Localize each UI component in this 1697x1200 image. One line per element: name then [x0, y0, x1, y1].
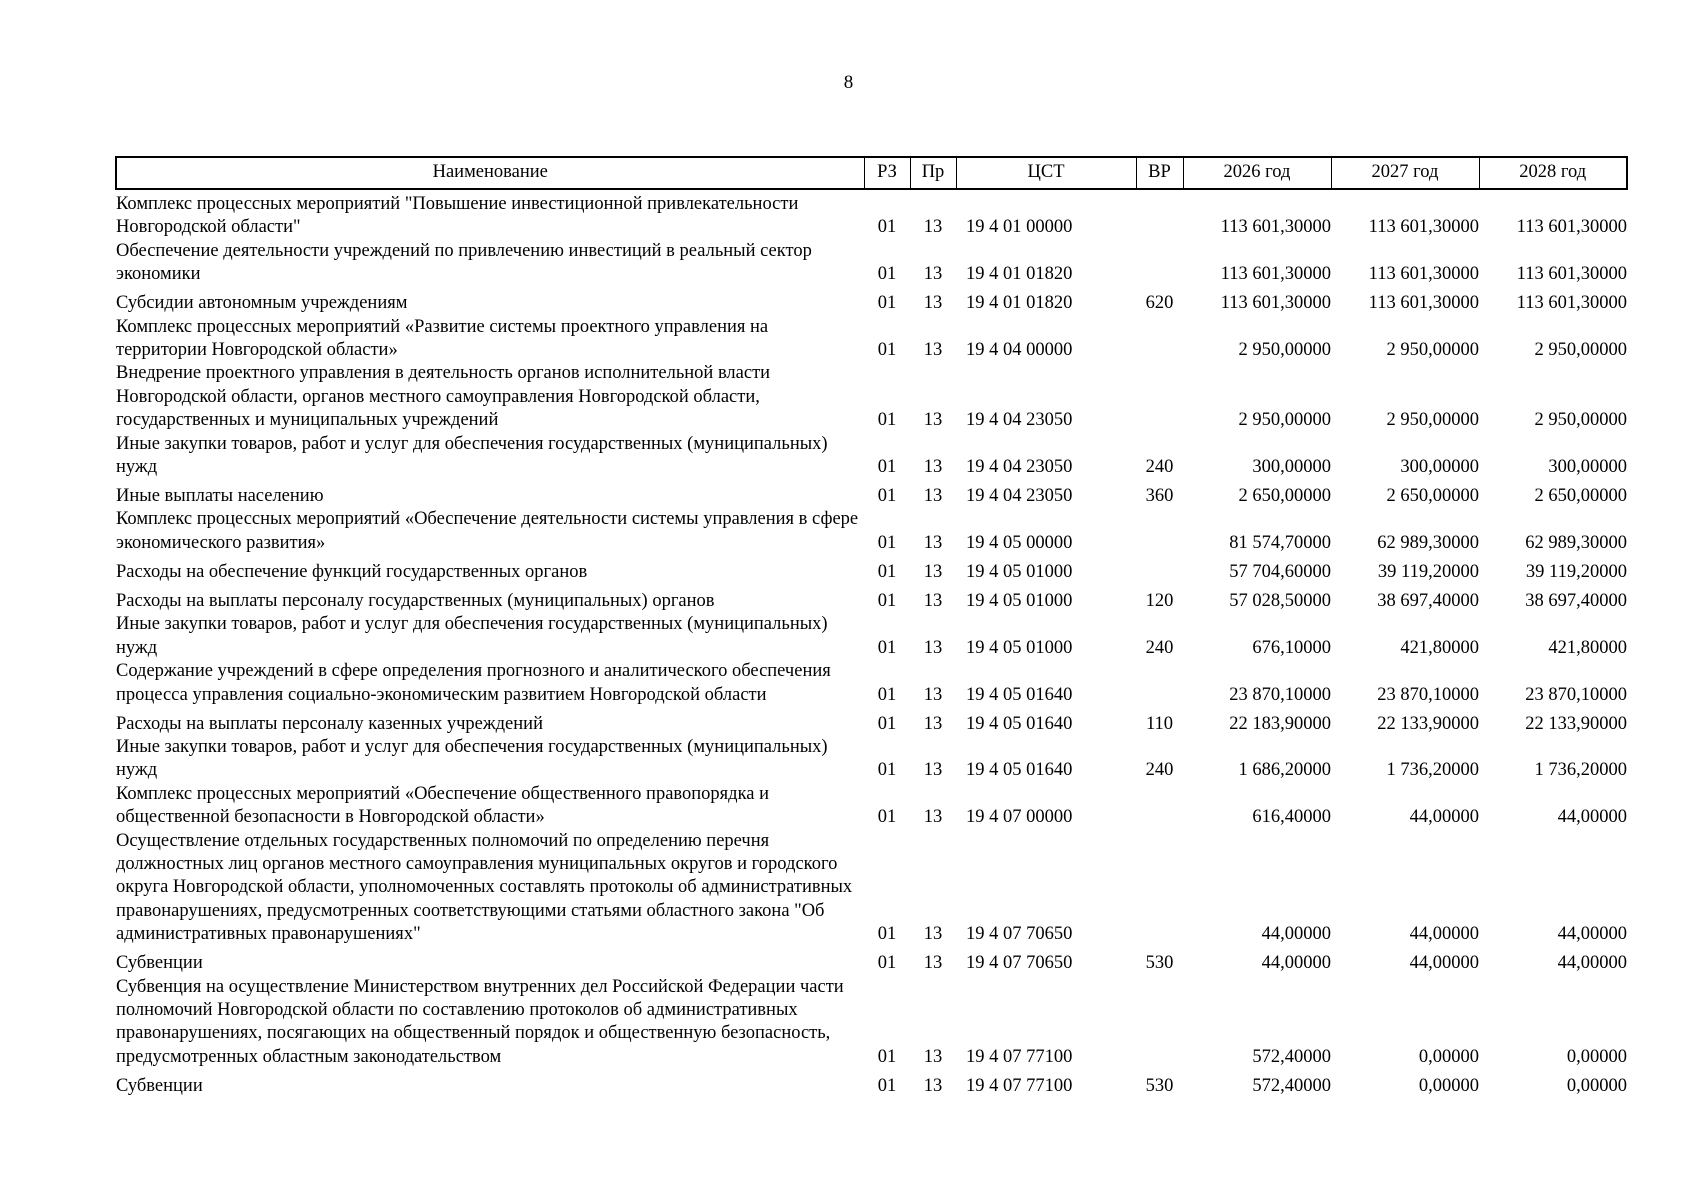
header-2027: 2027 год: [1331, 157, 1479, 189]
row-vr: 360: [1145, 486, 1174, 507]
row-2026: 616,40000: [1252, 807, 1331, 828]
row-rz: 01: [877, 340, 897, 361]
row-cst: 19 4 04 23050: [966, 486, 1073, 507]
row-vr: 240: [1145, 457, 1174, 478]
row-pr: 13: [923, 217, 943, 238]
row-pr: 13: [923, 561, 943, 582]
row-2026: 44,00000: [1261, 924, 1331, 945]
row-vr: 530: [1145, 953, 1174, 974]
row-2028: 44,00000: [1557, 807, 1627, 828]
row-2026: 22 183,90000: [1229, 713, 1331, 734]
row-rz: 01: [877, 264, 897, 285]
row-2026: 2 950,00000: [1238, 340, 1331, 361]
row-rz: 01: [877, 760, 897, 781]
header-cst: ЦСТ: [956, 157, 1136, 189]
row-vr: 240: [1145, 760, 1174, 781]
row-name: Субвенция на осуществление Министерством внутренних дел Российской Федерации части полномочий Новгородской области по составлению протоколов об административных правонарушениях, посягающих на общественный порядок и общественную безопасность, предусмотренных областным законодательством: [116, 976, 844, 1067]
row-2027: 113 601,30000: [1368, 293, 1479, 314]
row-rz: 01: [877, 637, 897, 658]
table-row: [116, 830, 1627, 947]
row-vr: [1136, 508, 1183, 555]
row-pr: 13: [923, 807, 943, 828]
row-pr: 13: [923, 590, 943, 611]
row-2027: 23 870,10000: [1377, 684, 1479, 705]
row-2026: 572,40000: [1252, 1046, 1331, 1067]
row-2026: 113 601,30000: [1220, 264, 1331, 285]
row-name: Расходы на обеспечение функций государственных органов: [116, 561, 588, 582]
row-vr: [1136, 830, 1183, 947]
row-2028: 23 870,10000: [1525, 684, 1627, 705]
row-2028: 113 601,30000: [1516, 293, 1627, 314]
row-2027: 44,00000: [1409, 924, 1479, 945]
table-row: [116, 660, 1627, 707]
row-2027: 113 601,30000: [1368, 217, 1479, 238]
table-row: [116, 189, 1627, 240]
row-2026: 2 650,00000: [1238, 486, 1331, 507]
row-name: Субвенции: [116, 953, 203, 974]
row-cst: 19 4 05 01640: [966, 684, 1073, 705]
row-name: Осуществление отдельных государственных полномочий по определению перечня должностных лиц органов местного самоуправления муниципальных округов и городского округа Новгородской области, уполномоченных составлять протоколы об административных правонарушениях, предусмотренных соответствующими статьями областного закона "Об административных правонарушениях": [116, 830, 853, 945]
row-rz: 01: [877, 713, 897, 734]
row-2027: 39 119,20000: [1377, 561, 1479, 582]
row-2026: 300,00000: [1252, 457, 1331, 478]
row-name: Иные закупки товаров, работ и услуг для обеспечения государственных (муниципальных) нужд: [116, 433, 828, 478]
row-2028: 38 697,40000: [1525, 590, 1627, 611]
row-rz: 01: [877, 561, 897, 582]
row-2028: 1 736,20000: [1534, 760, 1627, 781]
row-pr: 13: [923, 637, 943, 658]
table-row: [116, 287, 1627, 316]
row-2028: 0,00000: [1566, 1075, 1627, 1096]
row-pr: 13: [923, 293, 943, 314]
row-2026: 1 686,20000: [1238, 760, 1331, 781]
row-cst: 19 4 01 01820: [966, 264, 1073, 285]
row-2027: 300,00000: [1400, 457, 1479, 478]
row-2028: 62 989,30000: [1525, 532, 1627, 553]
row-2028: 113 601,30000: [1516, 217, 1627, 238]
row-name: Комплекс процессных мероприятий "Повышение инвестиционной привлекательности Новгородской области": [116, 194, 799, 238]
row-2027: 1 736,20000: [1386, 760, 1479, 781]
table-row: [116, 433, 1627, 480]
row-2028: 2 650,00000: [1534, 486, 1627, 507]
row-cst: 19 4 05 01640: [966, 760, 1073, 781]
row-vr: 530: [1145, 1075, 1174, 1096]
row-2028: 44,00000: [1557, 924, 1627, 945]
row-name: Обеспечение деятельности учреждений по привлечению инвестиций в реальный сектор экономики: [116, 240, 812, 285]
row-2028: 39 119,20000: [1525, 561, 1627, 582]
table-row: [116, 362, 1627, 432]
row-cst: 19 4 07 77100: [966, 1046, 1073, 1067]
row-pr: 13: [923, 713, 943, 734]
row-rz: 01: [877, 807, 897, 828]
row-2028: 421,80000: [1548, 637, 1627, 658]
row-name: Содержание учреждений в сфере определения прогнозного и аналитического обеспечения процесса управления социально-экономическим развитием Новгородской области: [116, 661, 831, 705]
row-name: Внедрение проектного управления в деятельность органов исполнительной власти Новгородской области, органов местного самоуправления Новгородской области, государственных и муниципальных учреждений: [116, 363, 771, 431]
row-2026: 23 870,10000: [1229, 684, 1331, 705]
row-vr: [1136, 660, 1183, 707]
table-row: [116, 479, 1627, 508]
table-row: [116, 947, 1627, 976]
row-2026: 676,10000: [1252, 637, 1331, 658]
row-pr: 13: [923, 953, 943, 974]
row-vr: [1136, 783, 1183, 830]
row-cst: 19 4 04 23050: [966, 457, 1073, 478]
header-2028: 2028 год: [1479, 157, 1627, 189]
row-pr: 13: [923, 924, 943, 945]
row-2028: 2 950,00000: [1534, 410, 1627, 431]
row-cst: 19 4 01 00000: [966, 217, 1073, 238]
row-pr: 13: [923, 264, 943, 285]
budget-table: [115, 156, 1628, 1098]
table-row: [116, 736, 1627, 783]
table-row: [116, 976, 1627, 1070]
row-cst: 19 4 05 01000: [966, 637, 1073, 658]
row-rz: 01: [877, 1075, 897, 1096]
row-pr: 13: [923, 486, 943, 507]
page-number: 8: [843, 72, 854, 93]
row-name: Иные закупки товаров, работ и услуг для обеспечения государственных (муниципальных) нужд: [116, 614, 828, 658]
row-2026: 113 601,30000: [1220, 217, 1331, 238]
row-2027: 44,00000: [1409, 953, 1479, 974]
row-2028: 22 133,90000: [1525, 713, 1627, 734]
table-header-row: [116, 157, 1627, 189]
row-2027: 38 697,40000: [1377, 590, 1479, 611]
row-cst: 19 4 05 00000: [966, 532, 1073, 553]
row-name: Расходы на выплаты персоналу государственных (муниципальных) органов: [116, 590, 715, 611]
row-name: Комплекс процессных мероприятий «Развитие системы проектного управления на территории Новгородской области»: [116, 316, 769, 361]
row-2027: 0,00000: [1418, 1075, 1479, 1096]
row-rz: 01: [877, 457, 897, 478]
row-cst: 19 4 07 70650: [966, 924, 1073, 945]
row-cst: 19 4 05 01000: [966, 590, 1073, 611]
row-2026: 113 601,30000: [1220, 293, 1331, 314]
row-2026: 572,40000: [1252, 1075, 1331, 1096]
row-2027: 2 650,00000: [1386, 486, 1479, 507]
row-rz: 01: [877, 217, 897, 238]
row-rz: 01: [877, 1046, 897, 1067]
row-vr: [1136, 976, 1183, 1070]
row-rz: 01: [877, 293, 897, 314]
table-row: [116, 555, 1627, 584]
row-rz: 01: [877, 590, 897, 611]
row-cst: 19 4 01 01820: [966, 293, 1073, 314]
row-2026: 57 704,60000: [1229, 561, 1331, 582]
row-name: Субсидии автономным учреждениям: [116, 293, 408, 314]
row-rz: 01: [877, 410, 897, 431]
row-vr: [1136, 362, 1183, 432]
row-pr: 13: [923, 1046, 943, 1067]
row-2026: 57 028,50000: [1229, 590, 1331, 611]
row-2027: 2 950,00000: [1386, 410, 1479, 431]
row-2028: 113 601,30000: [1516, 264, 1627, 285]
row-name: Субвенции: [116, 1075, 203, 1096]
row-name: Расходы на выплаты персоналу казенных учреждений: [116, 713, 543, 734]
table-row: [116, 584, 1627, 613]
row-2026: 44,00000: [1261, 953, 1331, 974]
row-2027: 0,00000: [1418, 1046, 1479, 1067]
row-2027: 2 950,00000: [1386, 340, 1479, 361]
row-vr: 120: [1145, 590, 1174, 611]
row-vr: [1136, 316, 1183, 363]
row-pr: 13: [923, 684, 943, 705]
table-row: [116, 1069, 1627, 1098]
row-vr: 240: [1145, 637, 1174, 658]
row-pr: 13: [923, 760, 943, 781]
row-name: Комплекс процессных мероприятий «Обеспечение деятельности системы управления в сфере экономического развития»: [116, 509, 859, 553]
row-vr: 110: [1145, 713, 1174, 734]
row-vr: [1136, 555, 1183, 584]
row-2028: 2 950,00000: [1534, 340, 1627, 361]
table-row: [116, 316, 1627, 363]
row-pr: 13: [923, 457, 943, 478]
row-2026: 2 950,00000: [1238, 410, 1331, 431]
row-vr: 620: [1145, 293, 1174, 314]
row-rz: 01: [877, 486, 897, 507]
row-pr: 13: [923, 340, 943, 361]
row-2027: 22 133,90000: [1377, 713, 1479, 734]
row-2028: 300,00000: [1548, 457, 1627, 478]
row-rz: 01: [877, 953, 897, 974]
row-cst: 19 4 07 70650: [966, 953, 1073, 974]
header-vr: ВР: [1136, 157, 1183, 189]
header-2026: 2026 год: [1183, 157, 1331, 189]
table-row: [116, 707, 1627, 736]
row-2026: 81 574,70000: [1229, 532, 1331, 553]
row-cst: 19 4 05 01000: [966, 561, 1073, 582]
row-vr: [1136, 240, 1183, 287]
row-2028: 44,00000: [1557, 953, 1627, 974]
row-cst: 19 4 04 00000: [966, 340, 1073, 361]
row-cst: 19 4 04 23050: [966, 410, 1073, 431]
row-rz: 01: [877, 684, 897, 705]
table-row: [116, 508, 1627, 555]
row-pr: 13: [923, 1075, 943, 1096]
row-name: Иные закупки товаров, работ и услуг для обеспечения государственных (муниципальных) нужд: [116, 736, 828, 781]
row-pr: 13: [923, 410, 943, 431]
row-name: Иные выплаты населению: [116, 486, 324, 507]
table-row: [116, 240, 1627, 287]
table-row: [116, 613, 1627, 660]
row-rz: 01: [877, 924, 897, 945]
row-cst: 19 4 07 00000: [966, 807, 1073, 828]
row-2027: 62 989,30000: [1377, 532, 1479, 553]
row-2028: 0,00000: [1566, 1046, 1627, 1067]
row-cst: 19 4 07 77100: [966, 1075, 1073, 1096]
row-2027: 113 601,30000: [1368, 264, 1479, 285]
header-name: Наименование: [116, 157, 864, 189]
header-rz: РЗ: [864, 157, 910, 189]
row-2027: 421,80000: [1400, 637, 1479, 658]
row-pr: 13: [923, 532, 943, 553]
header-pr: Пр: [910, 157, 956, 189]
row-2027: 44,00000: [1409, 807, 1479, 828]
row-cst: 19 4 05 01640: [966, 713, 1073, 734]
row-vr: [1136, 189, 1183, 240]
row-name: Комплекс процессных мероприятий «Обеспечение общественного правопорядка и общественной безопасности в Новгородской области»: [116, 783, 770, 828]
table-row: [116, 783, 1627, 830]
row-rz: 01: [877, 532, 897, 553]
